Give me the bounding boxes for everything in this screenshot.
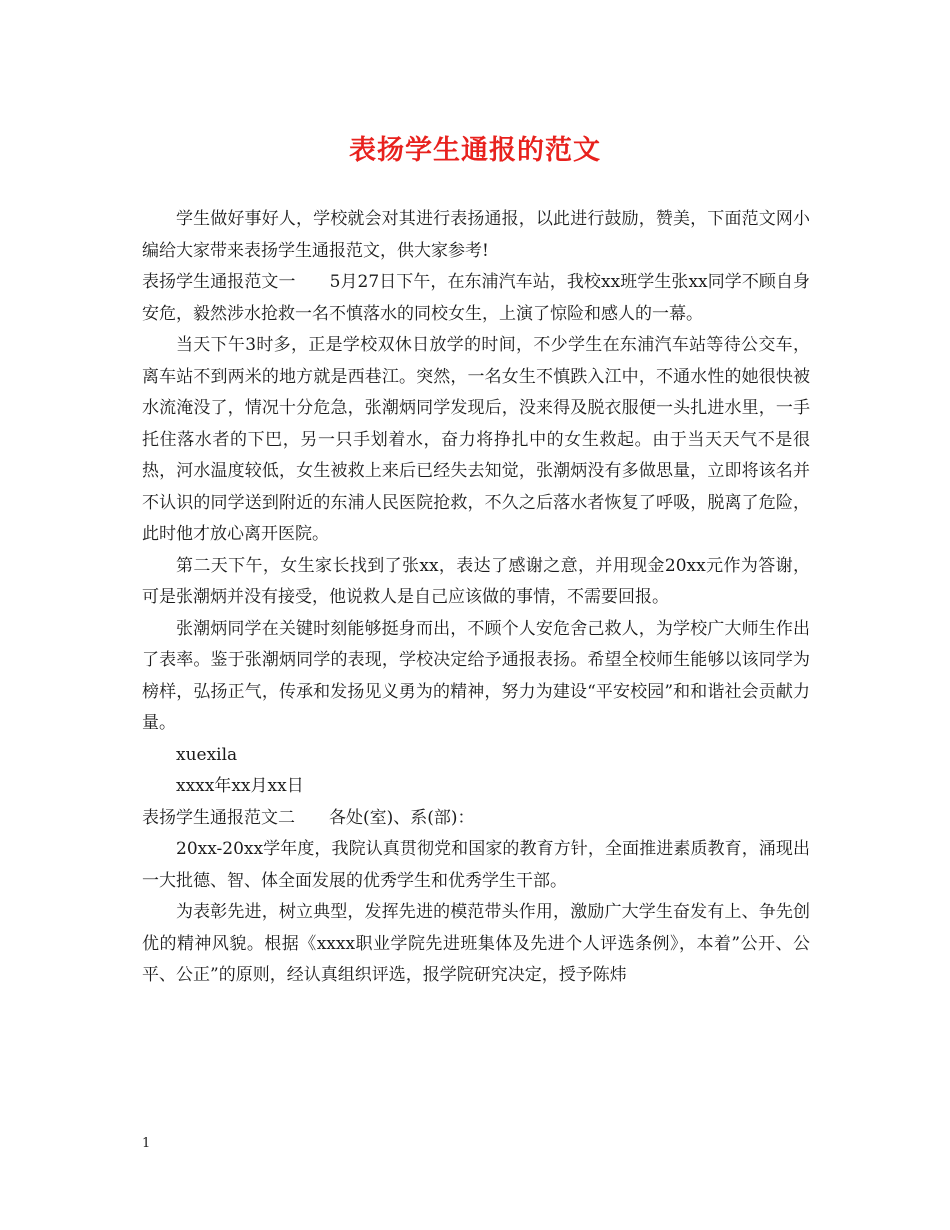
section-two-label: 表扬学生通报范文二 — [142, 807, 295, 828]
body-paragraph: 张潮炳同学在关键时刻能够挺身而出，不顾个人安危舍己救人，为学校广大师生作出了表率。鉴于张潮炳同学的表现，学校决定给予通报表扬。希望全校师生能够以该同学为榜样，弘扬正气，传承和发扬见义勇为的精神，努力为建设“平安校园”和和谐社会贡献力量。 — [142, 618, 810, 733]
section-one-text: 5月27日下午，在东浦汽车站，我校xx班学生张xx同学不顾自身安危，毅然涉水抢救一名不慎落水的同校女生，上演了惊险和感人的一幕。 — [142, 272, 811, 324]
section-two-paragraph — [142, 803, 810, 835]
document-body — [142, 204, 810, 992]
body-paragraph: 为表彰先进，树立典型，发挥先进的模范带头作用，激励广大学生奋发有上、争先创优的精神风貌。根据《xxxx职业学院先进班集体及先进个人评选条例》，本着”公开、公平、公正”的原则，经认真组织评选，报学院研究决定，授予陈炜 — [142, 902, 810, 985]
section-one-paragraph — [142, 267, 810, 330]
signature-name: xuexila — [176, 744, 238, 765]
signature-date: xxxx年xx月xx日 — [176, 776, 304, 796]
body-paragraph: 当天下午3时多，正是学校双休日放学的时间，不少学生在东浦汽车站等待公交车，离车站不到两米的地方就是西巷江。突然，一名女生不慎跌入江中，不通水性的她很快被水流淹没了，情况十分危急，张潮炳同学发现后，没来得及脱衣服便一头扎进水里，一手托住落水者的下巴，另一只手划着水，奋力将挣扎中的女生救起。由于当天天气不是很热，河水温度较低，女生被救上来后已经失去知觉，张潮炳没有多做思量，立即将该名并不认识的同学送到附近的东浦人民医院抢救，不久之后落水者恢复了呼吸，脱离了危险，此时他才放心离开医院。 — [142, 335, 810, 544]
page-number: 1 — [142, 1136, 151, 1151]
body-paragraph: 20xx-20xx学年度，我院认真贯彻党和国家的教育方针，全面推进素质教育，涌现出一大批德、智、体全面发展的优秀学生和优秀学生干部。 — [142, 839, 810, 891]
page-title: 表扬学生通报的范文 — [349, 135, 601, 166]
body-paragraph: 第二天下午，女生家长找到了张xx，表达了感谢之意，并用现金20xx元作为答谢，可是张潮炳并没有接受，他说救人是自己应该做的事情，不需要回报。 — [142, 555, 810, 607]
section-one-label: 表扬学生通报范文一 — [142, 272, 296, 292]
section-two-text: 各处(室)、系(部)： — [329, 807, 475, 828]
intro-paragraph: 学生做好事好人，学校就会对其进行表扬通报，以此进行鼓励，赞美，下面范文网小编给大家带来表扬学生通报范文，供大家参考! — [142, 209, 810, 261]
